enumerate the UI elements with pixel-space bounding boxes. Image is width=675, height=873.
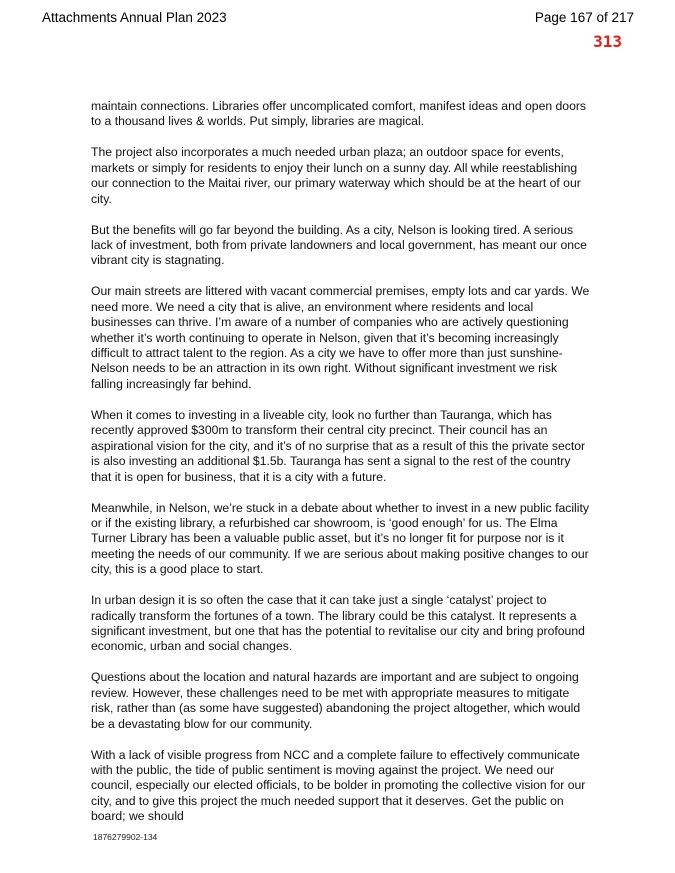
document-body	[91, 99, 591, 840]
paragraph: When it comes to investing in a liveable city, look no further than Tauranga, which has recently approved $300m to transform their central city precinct. Their council has an aspirational vision for the city, and it’s of no surprise that as a result of this the private sector is also investing an additional $1.5b. Tauranga has sent a signal to the rest of the country that it is open for business, that it is a city with a future.	[91, 407, 586, 484]
page-stamp: 313	[593, 32, 622, 51]
paragraph: With a lack of visible progress from NCC and a complete failure to effectively communicate with the public, the tide of public sentiment is moving against the project. We need our council, especially our elected officials, to be bolder in promoting the collective vision for our city, and to give this project the much needed support that it deserves. Get the public on board; we should	[91, 747, 586, 824]
paragraph: maintain connections. Libraries offer uncomplicated comfort, manifest ideas and open doors to a thousand lives & worlds. Put simply, libraries are magical.	[91, 99, 586, 129]
paragraph: The project also incorporates a much needed urban plaza; an outdoor space for events, markets or simply for residents to enjoy their lunch on a sunny day. All while reestablishing our connection to the Maitai river, our primary waterway which should be at the heart of our city.	[91, 145, 581, 206]
document-id: 1876279902-134	[93, 832, 158, 842]
document-title: Attachments Annual Plan 2023	[42, 10, 227, 25]
paragraph: Our main streets are littered with vacant commercial premises, empty lots and car yards. We need more. We need a city that is alive, an environment where residents and local businesses can thrive. I’m aware of a number of companies who are actively questioning whether it’s worth continuing to operate in Nelson, given that it’s becoming increasingly difficult to attract talent to the region. As a city we have to offer more than just sunshine- Nelson needs to be an attraction in its own right. Without significant investment we risk falling increasingly far behind.	[91, 284, 590, 391]
paragraph: In urban design it is so often the case that it can take just a single ‘catalyst’ project to radically transform the fortunes of a town. The library could be this catalyst. It represents a significant investment, but one that has the potential to revitalise our city and bring profound economic, urban and social changes.	[91, 593, 585, 654]
paragraph: Meanwhile, in Nelson, we’re stuck in a debate about whether to invest in a new public facility or if the existing library, a refurbished car showroom, is ‘good enough’ for us. The Elma Turner Library has been a valuable public asset, but it’s no longer fit for purpose nor is it meeting the needs of our community. If we are serious about making positive changes to our city, this is a good place to start.	[91, 500, 589, 577]
paragraph: But the benefits will go far beyond the building. As a city, Nelson is looking tired. A serious lack of investment, both from private landowners and local government, has meant our once vibrant city is stagnating.	[91, 222, 587, 268]
paragraph: Questions about the location and natural hazards are important and are subject to ongoing review. However, these challenges need to be met with appropriate measures to mitigate risk, rather than (as some have suggested) abandoning the project altogether, which would be a devastating blow for our community.	[91, 670, 581, 731]
page-number: Page 167 of 217	[534, 10, 634, 25]
